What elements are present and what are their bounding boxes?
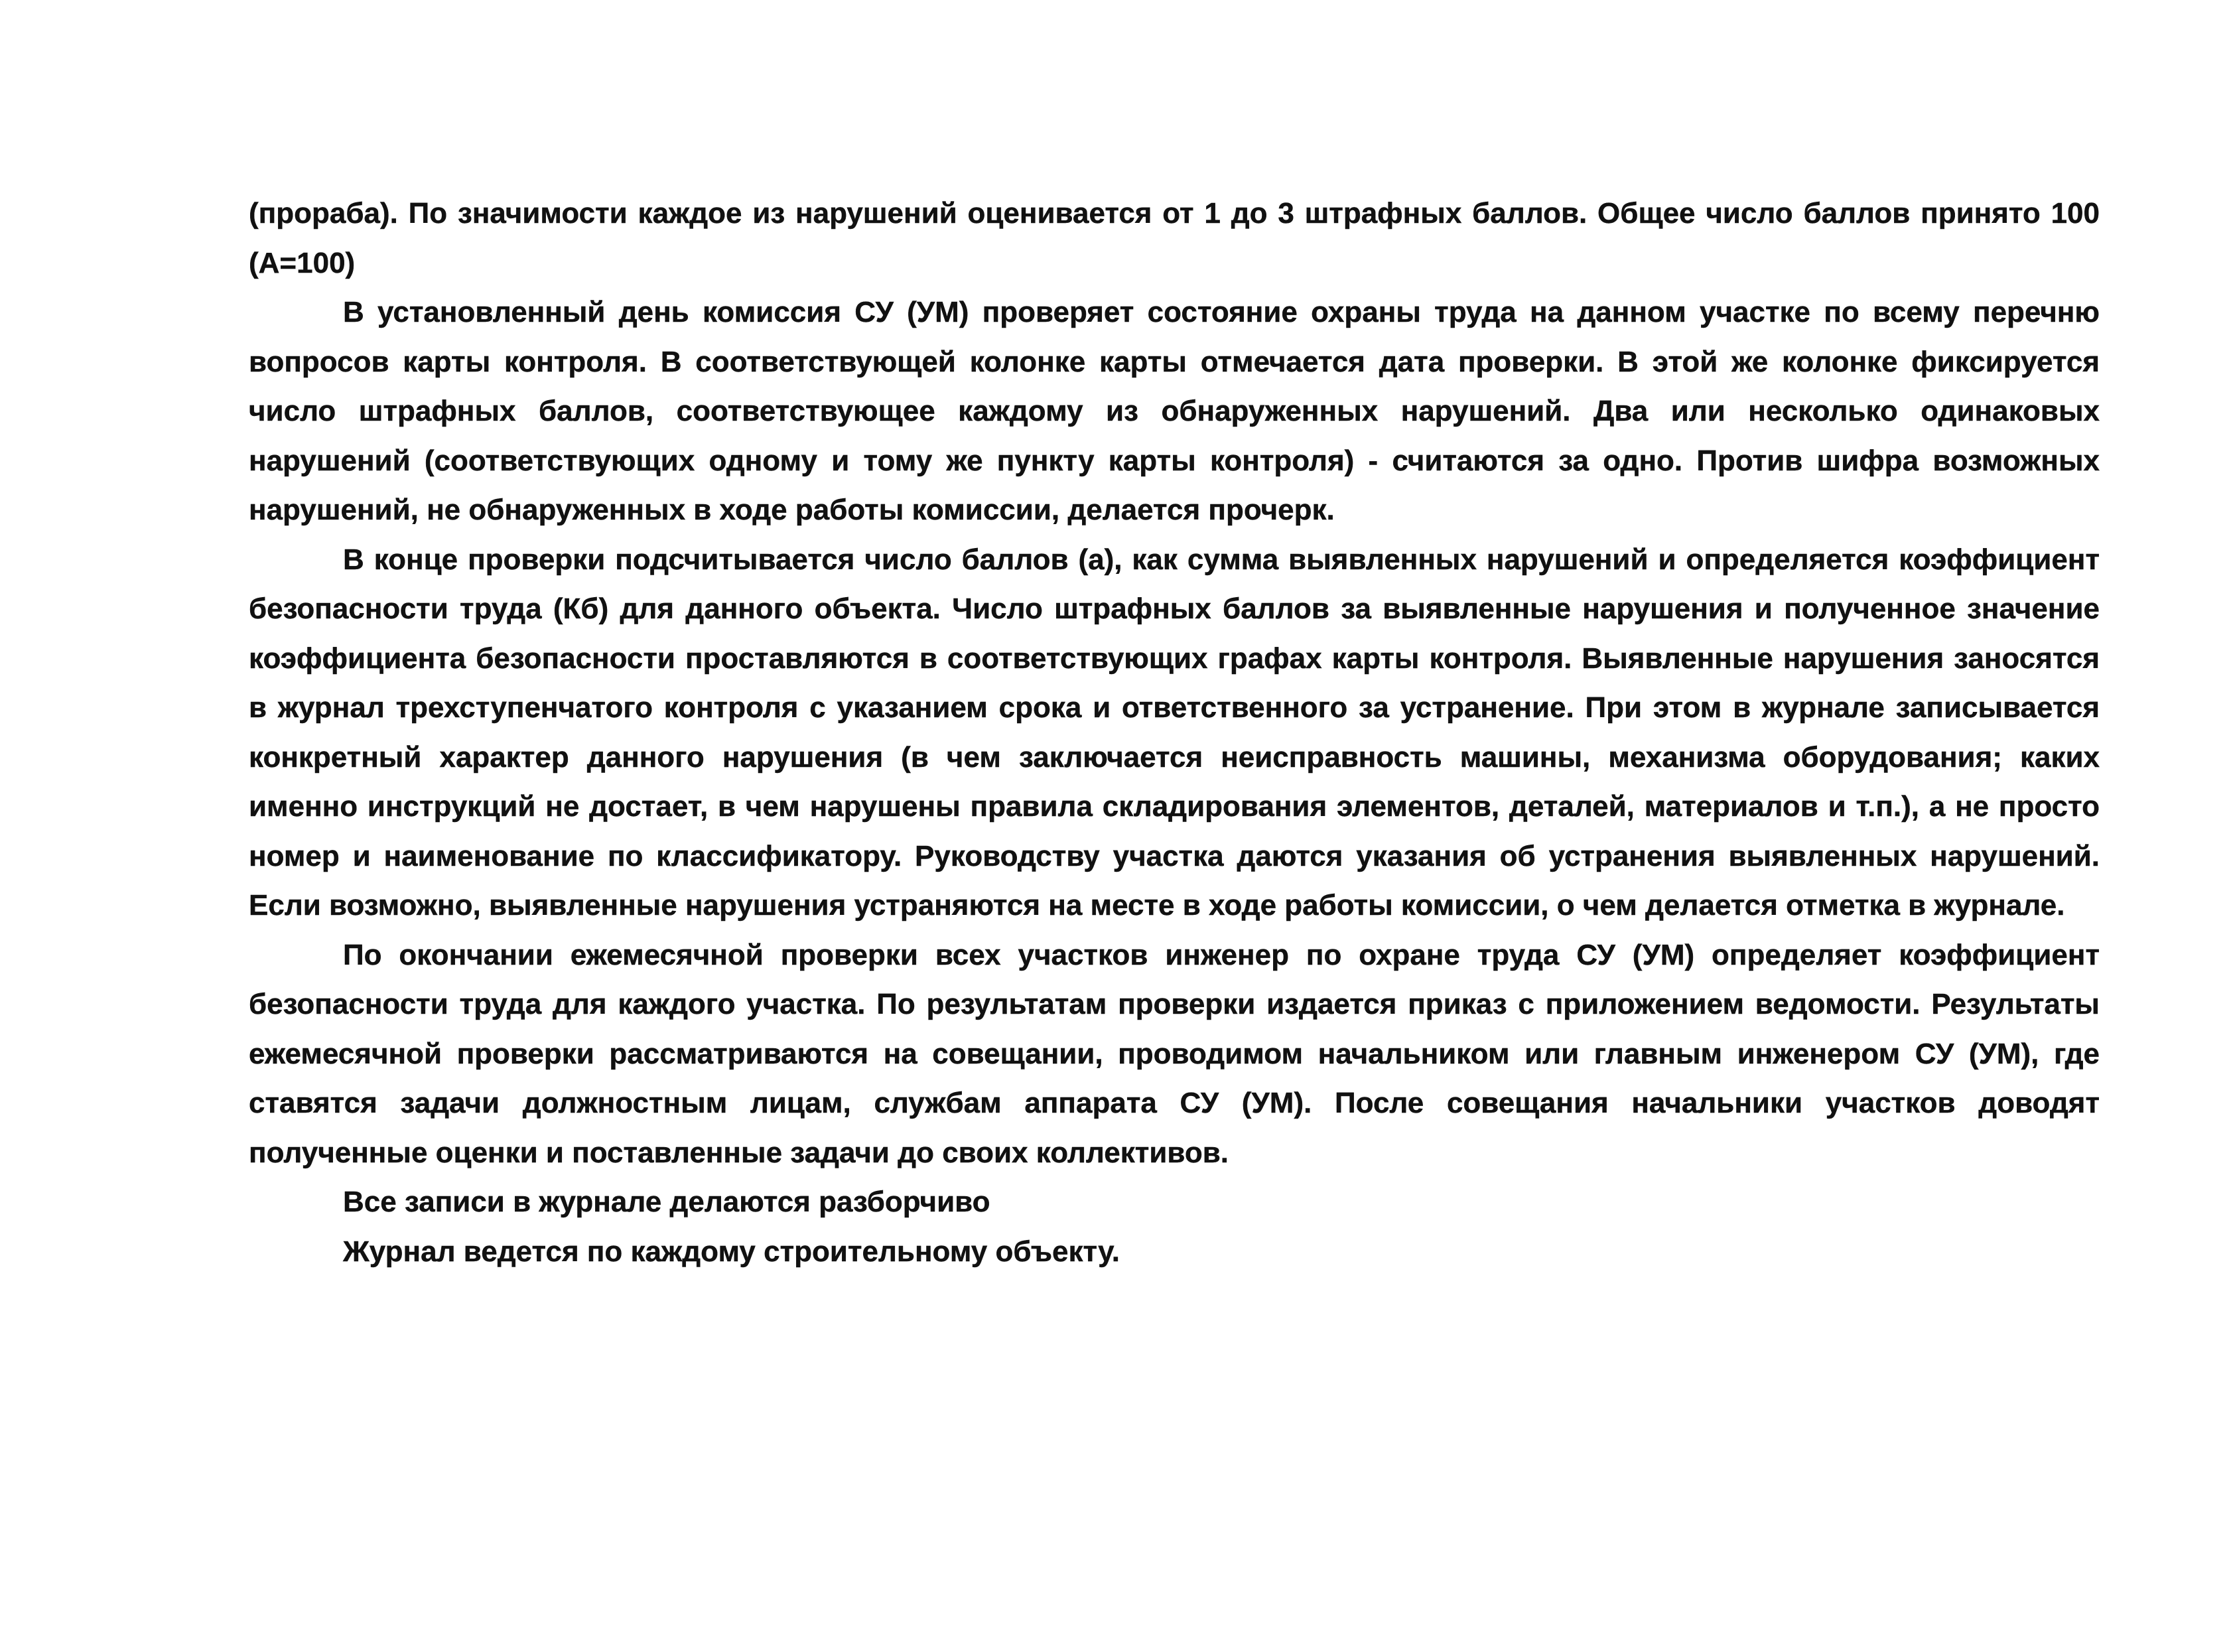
paragraph-penalty-points: (прораба). По значимости каждое из нарушений оценивается от 1 до 3 штрафных баллов. Общее число баллов принято 100 (А=100) (249, 197, 2100, 279)
paragraph-monthly-results: По окончании ежемесячной проверки всех участков инженер по охране труда СУ (УМ) определяет коэффициент безопасности труда для каждого участка. По результатам проверки издается приказ с приложением ведомости. Результаты ежемесячной проверки рассматриваются на совещании, проводимом начальником или главным инженером СУ (УМ), где ставятся задачи должностным лицам, службам аппарата СУ (УМ). После совещания начальники участков доводят полученные оценки и поставленные задачи до своих коллективов. (249, 938, 2100, 1169)
document-page (249, 189, 2100, 1276)
paragraph-journal-per-object: Журнал ведется по каждому строительному объекту. (343, 1235, 1120, 1268)
paragraph-safety-coefficient: В конце проверки подсчитывается число баллов (а), как сумма выявленных нарушений и определяется коэффициент безопасности труда (Кб) для данного объекта. Число штрафных баллов за выявленные нарушения и полученное значение коэффициента безопасности проставляются в соответствующих графах карты контроля. Выявленные нарушения заносятся в журнал трехступенчатого контроля с указанием срока и ответственного за устранение. При этом в журнале записывается конкретный характер данного нарушения (в чем заключается неисправность машины, механизма оборудования; каких именно инструкций не достает, в чем нарушены правила складирования элементов, деталей, материалов и т.п.), а не просто номер и наименование по классификатору. Руководству участка даются указания об устранения выявленных нарушений. Если возможно, выявленные нарушения устраняются на месте в ходе работы комиссии, о чем делается отметка в журнале. (249, 543, 2100, 922)
paragraph-commission-check: В установленный день комиссия СУ (УМ) проверяет состояние охраны труда на данном участке по всему перечню вопросов карты контроля. В соответствующей колонке карты отмечается дата проверки. В этой же колонке фиксируется число штрафных баллов, соответствующее каждому из обнаруженных нарушений. Два или несколько одинаковых нарушений (соответствующих одному и тому же пункту карты контроля) - считаются за одно. Против шифра возможных нарушений, не обнаруженных в ходе работы комиссии, делается прочерк. (249, 296, 2100, 526)
paragraph-journal-legible: Все записи в журнале делаются разборчиво (343, 1186, 990, 1218)
